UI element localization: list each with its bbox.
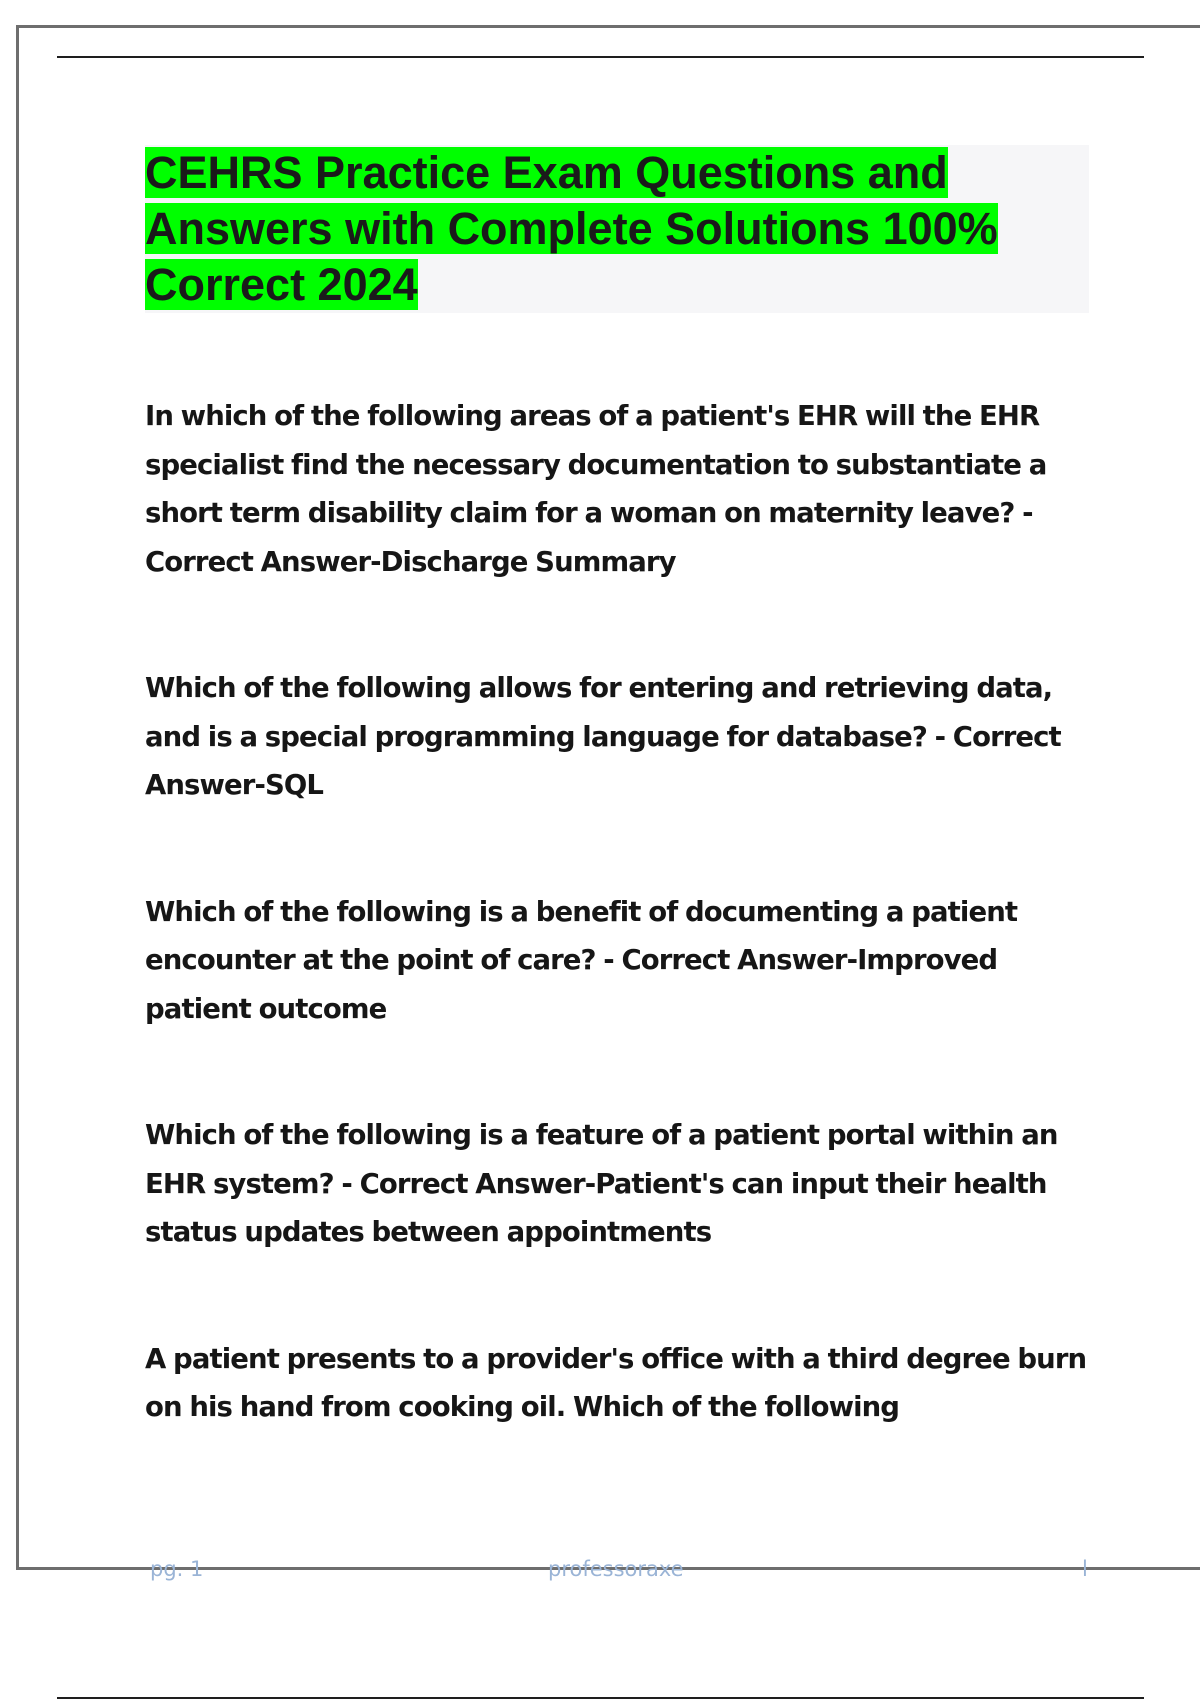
qa-item: In which of the following areas of a patient's EHR will the EHR specialist find the necessary documentation to substantiate a short term disability claim for a woman on maternity leave? - Correct Answer-Discharge Summary [145,400,1047,578]
page-number: pg. 1 [150,1557,204,1581]
qa-item: Which of the following is a benefit of documenting a patient encounter at the point of care? - Correct Answer-Improved patient outcome [145,895,1018,1025]
page-footer [0,1557,1200,1587]
qa-item: A patient presents to a provider's office with a third degree burn on his hand from cooking oil. Which of the following [145,1342,1087,1423]
title-block [145,145,1089,313]
bottom-rule [57,1697,1144,1699]
qa-item: Which of the following allows for entering and retrieving data, and is a special programming language for database? - Correct Answer-SQL [145,672,1061,801]
qa-item: Which of the following is a feature of a patient portal within an EHR system? - Correct Answer-Patient's can input their health status updates between appointments [145,1119,1058,1248]
question-answer-list [145,392,1105,1510]
document-title [145,145,1089,313]
footer-mark: l [1082,1557,1088,1581]
header-rule [57,56,1144,58]
document-title-text: CEHRS Practice Exam Questions and Answers with Complete Solutions 100% Correct 2024 [145,147,998,310]
footer-author: professoraxe [548,1557,684,1581]
